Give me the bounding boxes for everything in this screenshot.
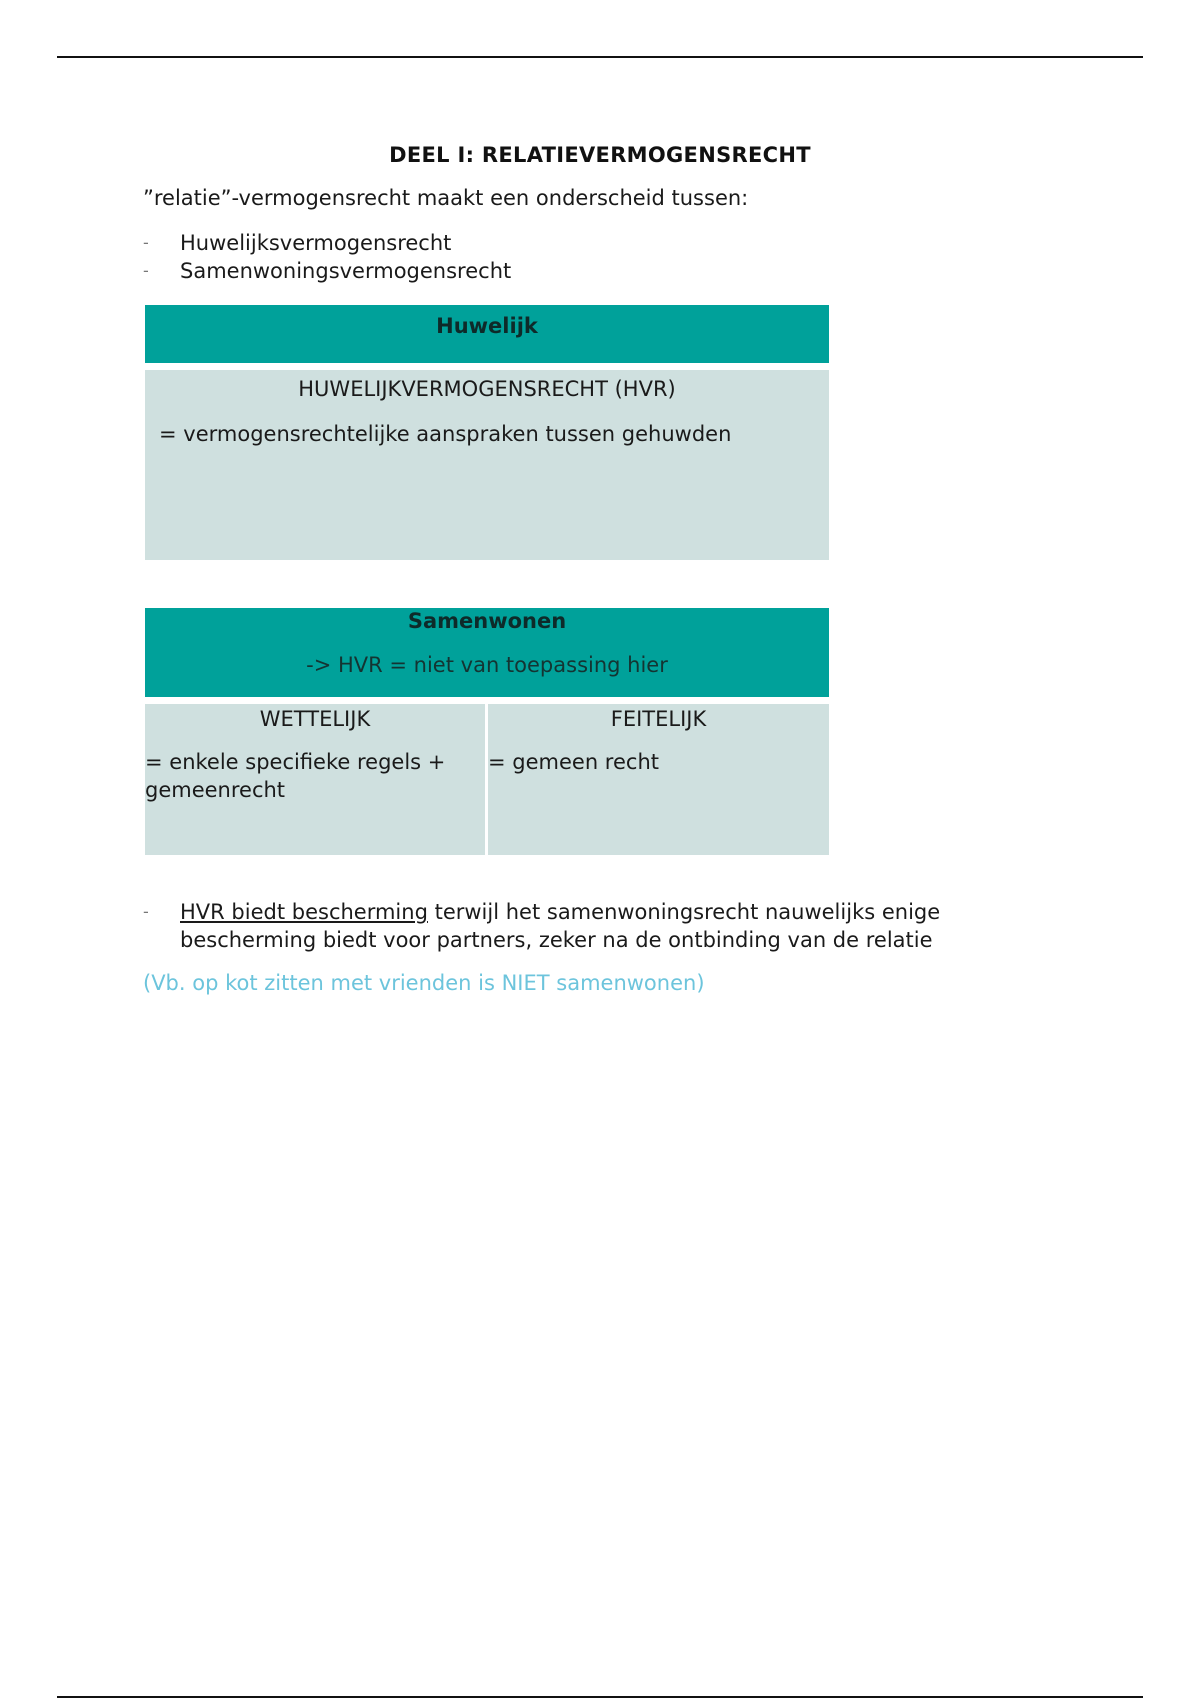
- bullet-dash: -: [143, 261, 149, 280]
- bullet-list: [143, 229, 511, 285]
- feitelijk-text: = gemeen recht: [488, 750, 659, 774]
- list-item-text: Huwelijksvermogensrecht: [180, 231, 452, 255]
- header-rule: [57, 56, 1143, 58]
- samenwonen-header: [145, 608, 829, 697]
- bullet-dash: -: [143, 233, 149, 252]
- wettelijk-title: WETTELIJK: [259, 707, 371, 731]
- list-item-text: Samenwoningsvermogensrecht: [180, 259, 512, 283]
- note-text: terwijl het samenwoningsrecht nauwelijks enige bescherming biedt voor partners, zeker na de ontbinding van de relatie: [180, 900, 941, 952]
- page-title: DEEL I: RELATIEVERMOGENSRECHT: [389, 143, 811, 167]
- example-note: (Vb. op kot zitten met vrienden is NIET samenwonen): [143, 971, 705, 995]
- list-item: [143, 898, 1023, 954]
- wettelijk-cell: [145, 704, 485, 855]
- samenwonen-table: [145, 608, 829, 855]
- intro-text: ”relatie”-vermogensrecht maakt een onderscheid tussen:: [143, 186, 749, 210]
- footer-rule: [57, 1696, 1143, 1698]
- samenwonen-subtitle: -> HVR = niet van toepassing hier: [306, 653, 668, 677]
- hvr-definition: = vermogensrechtelijke aanspraken tussen gehuwden: [159, 422, 732, 446]
- note-list: [143, 898, 1023, 954]
- huwelijk-header: Huwelijk: [145, 305, 829, 363]
- list-item: [143, 229, 511, 257]
- wettelijk-text: = enkele specifieke regels + gemeenrecht: [145, 750, 446, 802]
- note-underlined: HVR biedt bescherming: [180, 900, 428, 924]
- list-item: [143, 257, 511, 285]
- samenwonen-title: Samenwonen: [407, 609, 567, 633]
- hvr-title: HUWELIJKVERMOGENSRECHT (HVR): [298, 377, 676, 401]
- feitelijk-title: FEITELIJK: [610, 707, 707, 731]
- huwelijk-body: [145, 370, 829, 560]
- bullet-dash: -: [143, 902, 149, 921]
- huwelijk-table: [145, 305, 829, 560]
- feitelijk-cell: [488, 704, 829, 855]
- samenwonen-body: [145, 704, 829, 855]
